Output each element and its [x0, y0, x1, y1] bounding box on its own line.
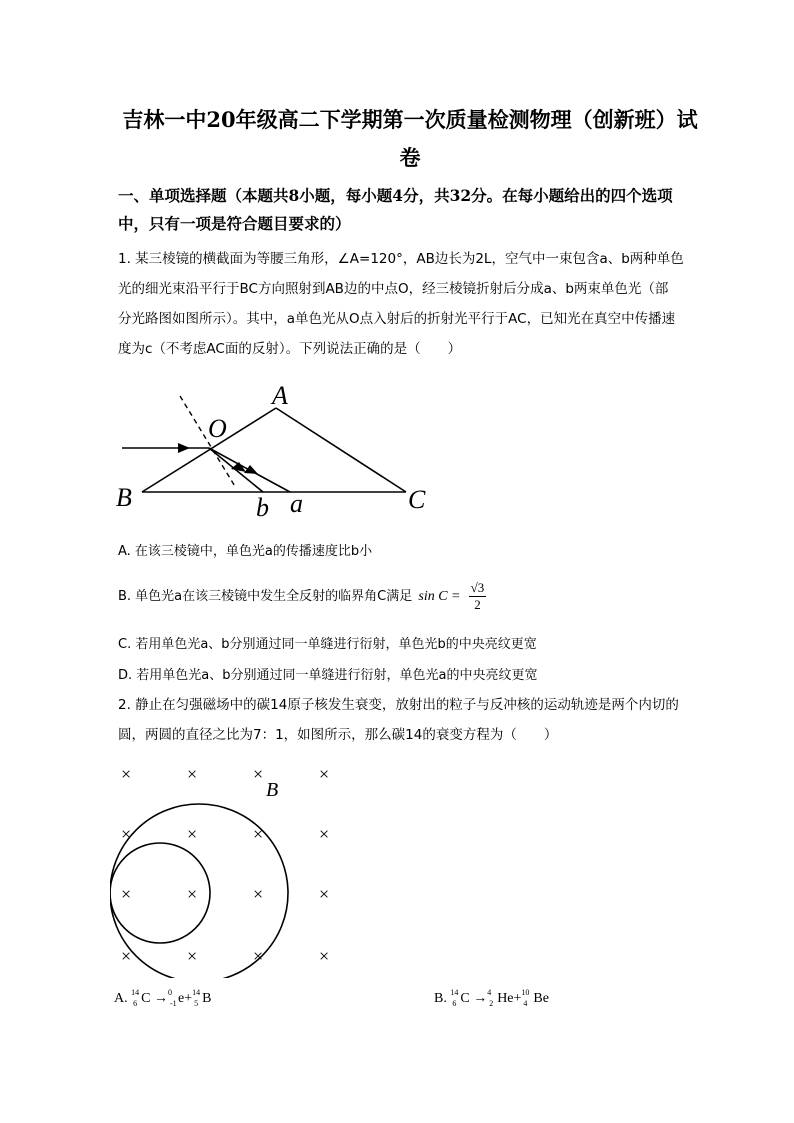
- field-cross-icon: ×: [121, 764, 132, 784]
- q1-option-d: D. 若用单色光a、b分别通过同一单缝进行衍射，单色光a的中央亮纹更宽: [118, 668, 538, 683]
- section-heading-line1: 一、单项选择题（本题共8小题，每小题4分，共32分。在每小题给出的四个选项: [118, 186, 673, 205]
- field-cross-icon: ×: [187, 764, 198, 784]
- c14-symbol: C: [141, 991, 151, 1007]
- q2-option-a-label: A.: [114, 991, 128, 1007]
- electron-z: -1: [169, 999, 177, 1008]
- field-cross-icon: ×: [319, 884, 330, 904]
- plus: +: [184, 991, 193, 1007]
- boron-symbol: B: [202, 991, 212, 1007]
- q1-line: 度为c（不考虑AC面的反射）。下列说法正确的是（ ）: [118, 341, 462, 357]
- section-heading: [118, 182, 708, 238]
- field-cross-icon: ×: [121, 946, 132, 966]
- magnetic-field-figure: [110, 758, 350, 978]
- c14-mass: 14: [131, 988, 140, 997]
- field-cross-icon: ×: [319, 946, 330, 966]
- section-heading-line2: 中，只有一项是符合题目要求的）: [118, 214, 351, 233]
- q1-option-c: C. 若用单色光a、b分别通过同一单缝进行衍射，单色光b的中央亮纹更宽: [118, 637, 537, 652]
- q2-option-a: [114, 990, 211, 1008]
- fraction-denominator: 2: [474, 597, 481, 612]
- field-cross-icon: ×: [319, 824, 330, 844]
- field-cross-icon: ×: [253, 884, 264, 904]
- plus: +: [513, 991, 522, 1007]
- c14-z: 6: [133, 999, 138, 1008]
- q1-option-b: [118, 580, 486, 613]
- label-C: C: [408, 485, 426, 514]
- field-cross-icon: ×: [253, 824, 264, 844]
- q2-line: 圆，两圆的直径之比为7：1，如图所示，那么碳14的衰变方程为（ ）: [118, 727, 558, 743]
- beryllium-symbol: Be: [533, 991, 549, 1007]
- field-cross-icon: ×: [253, 764, 264, 784]
- q1-option-b-text: B. 单色光a在该三棱镜中发生全反射的临界角C满足: [118, 589, 413, 604]
- triangle-side-ac: [276, 408, 406, 492]
- b14-z: 5: [194, 999, 199, 1008]
- field-cross-icon: ×: [121, 884, 132, 904]
- arrow: →: [473, 991, 488, 1007]
- he-z: 2: [489, 999, 494, 1008]
- label-b: b: [256, 493, 269, 522]
- field-cross-icon: ×: [319, 764, 330, 784]
- q1-option-a: A. 在该三棱镜中，单色光a的传播速度比b小: [118, 544, 373, 559]
- be10-z: 4: [523, 999, 528, 1008]
- c14-z: 6: [452, 999, 457, 1008]
- be10-mass: 10: [521, 988, 530, 997]
- electron-symbol: e: [177, 991, 185, 1007]
- arrow: →: [153, 991, 168, 1007]
- q1-option-b-sin: sin C =: [418, 589, 461, 604]
- he-mass: 4: [487, 988, 492, 997]
- b14-mass: 14: [192, 988, 201, 997]
- q1-line: 分光路图如图所示）。其中，a单色光从O点入射后的折射光平行于AC，已知光在真空中传播速: [118, 311, 676, 327]
- fraction-numerator: √3: [470, 580, 485, 595]
- helium-symbol: He: [497, 991, 514, 1007]
- question-2-stem: [118, 690, 710, 750]
- label-O: O: [208, 414, 227, 443]
- c14-symbol: C: [460, 991, 470, 1007]
- q1-line: 1. 某三棱镜的横截面为等腰三角形，∠A=120°，AB边长为2L，空气中一束包含a、b两种单色: [118, 251, 684, 267]
- field-cross-icon: ×: [187, 824, 198, 844]
- question-1-stem: [118, 244, 710, 364]
- exam-title-line1: 吉林一中20年级高二下学期第一次质量检测物理（创新班）试: [122, 107, 698, 132]
- q1-line: 光的细光束沿平行于BC方向照射到AB边的中点O，经三棱镜折射后分成a、b两束单色光（部: [118, 281, 669, 297]
- c14-mass: 14: [450, 988, 459, 997]
- q2-option-b-label: B.: [434, 991, 447, 1007]
- exam-title-line2: 卷: [399, 145, 421, 170]
- q2-line: 2. 静止在匀强磁场中的碳14原子核发生衰变，放射出的粒子与反冲核的运动轨迹是两个内切的: [118, 697, 679, 713]
- q1-option-b-fraction: [469, 580, 487, 613]
- field-cross-icon: ×: [187, 884, 198, 904]
- incident-arrow: [178, 443, 190, 453]
- electron-mass: 0: [167, 988, 172, 997]
- label-a: a: [290, 489, 303, 518]
- label-A: A: [272, 381, 288, 410]
- field-cross-icon: ×: [121, 824, 132, 844]
- field-cross-icon: ×: [253, 946, 264, 966]
- field-label-B: B: [266, 779, 279, 801]
- field-cross-icon: ×: [187, 946, 198, 966]
- prism-figure: [110, 378, 450, 528]
- label-B: B: [116, 483, 132, 512]
- q2-option-b: [434, 990, 549, 1008]
- ray-a-arrow: [244, 465, 258, 474]
